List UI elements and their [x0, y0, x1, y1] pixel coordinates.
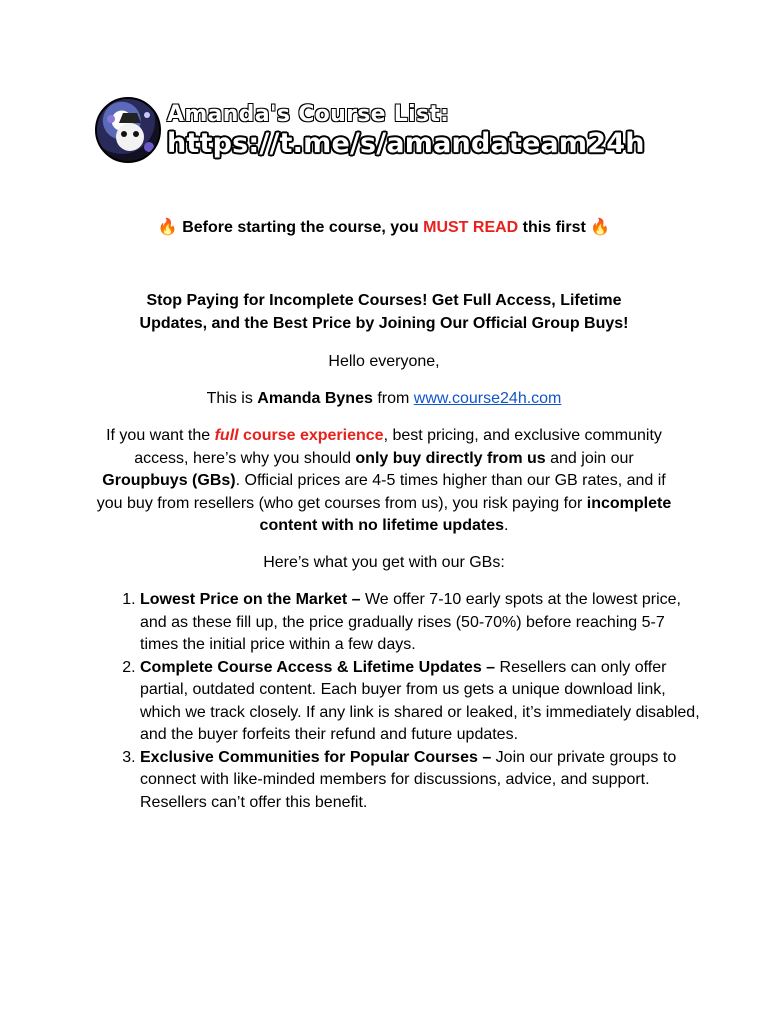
website-link[interactable]: www.course24h.com: [413, 390, 562, 407]
header-url: https://t.me/s/amandateam24h: [167, 127, 645, 159]
must-read-text: MUST READ: [423, 219, 519, 236]
list-item: 1. Lowest Price on the Market – We offer 7-10 early spots at the lowest price, and as these fill up, the price gradually rises (50-70%) before reaching 5-7 times the initial price within a few days.: [140, 589, 700, 657]
avatar-logo-icon: [95, 97, 161, 163]
fire-icon: 🔥: [590, 217, 611, 236]
list-item: 3. Exclusive Communities for Popular Courses – Join our private groups to connect with like-minded members for discussions, advice, and support. Resellers can’t offer this benefit.: [140, 747, 700, 815]
author-name: Amanda Bynes: [257, 390, 373, 407]
list-item: 2. Complete Course Access & Lifetime Updates – Resellers can only offer partial, outdated content. Each buyer from us gets a unique download link, which we track closely. If any link is shared or leaked, it’s immediately disabled, and the buyer forfeits their refund and future updates.: [140, 657, 700, 747]
greeting: Hello everyone,: [328, 353, 440, 370]
header-title: Amanda's Course List:: [167, 101, 450, 127]
fire-icon: 🔥: [157, 217, 178, 236]
benefits-list: [110, 589, 700, 814]
must-read-notice: 🔥 Before starting the course, you MUST READ this first 🔥: [157, 217, 611, 236]
intro-line: This is Amanda Bynes from www.course24h.com: [206, 390, 562, 407]
intro-body: If you want the full course experience, best pricing, and exclusive community access, here’s why you should only buy directly from us and join our Groupbuys (GBs). Official prices are 4-5 times higher than our GB rates, and if you buy from resellers (who get courses from us), you risk paying for incomplete content with no lifetime updates.: [96, 427, 672, 534]
headline: Stop Paying for Incomplete Courses! Get Full Access, Lifetime Updates, and the Best Price by Joining Our Official Group Buys!: [139, 292, 629, 332]
header-banner: [95, 97, 645, 163]
list-intro: Here’s what you get with our GBs:: [263, 554, 505, 571]
